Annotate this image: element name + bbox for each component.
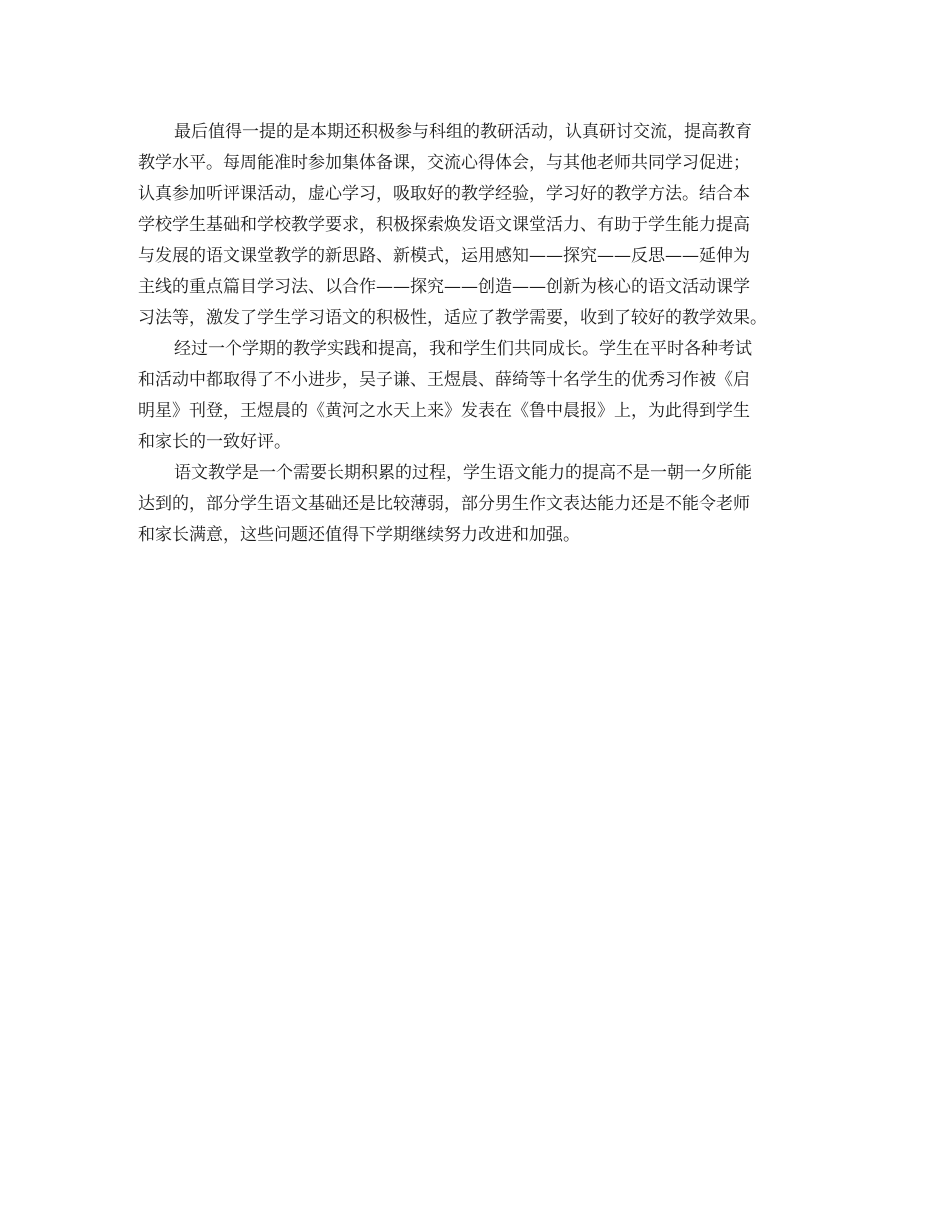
text-line: 主线的重点篇目学习法、以合作——探究——创造——创新为核心的语文活动课学	[138, 277, 750, 297]
text-line: 达到的，部分学生语文基础还是比较薄弱，部分男生作文表达能力还是不能令老师	[138, 494, 750, 514]
text-line: 与发展的语文课堂教学的新思路、新模式，运用感知——探究——反思——延伸为	[138, 246, 750, 266]
paragraph-student-achievements	[138, 334, 818, 458]
text-line: 和活动中都取得了不小进步，吴子谦、王煜晨、薛绮等十名学生的优秀习作被《启	[138, 370, 750, 390]
text-line: 最后值得一提的是本期还积极参与科组的教研活动，认真研讨交流，提高教育	[174, 122, 752, 142]
document-body	[138, 117, 818, 551]
text-line: 和家长满意，这些问题还值得下学期继续努力改进和加强。	[138, 525, 580, 545]
text-line: 语文教学是一个需要长期积累的过程，学生语文能力的提高不是一朝一夕所能	[174, 463, 752, 483]
text-line: 经过一个学期的教学实践和提高，我和学生们共同成长。学生在平时各种考试	[174, 339, 752, 359]
text-line: 明星》刊登，王煜晨的《黄河之水天上来》发表在《鲁中晨报》上，为此得到学生	[138, 401, 750, 421]
paragraph-research-activities	[138, 117, 818, 334]
text-line: 教学水平。每周能准时参加集体备课，交流心得体会，与其他老师共同学习促进；	[138, 153, 750, 173]
paragraph-remaining-issues	[138, 458, 818, 551]
text-line: 习法等，激发了学生学习语文的积极性，适应了教学需要，收到了较好的教学效果。	[138, 308, 767, 328]
text-line: 学校学生基础和学校教学要求，积极探索焕发语文课堂活力、有助于学生能力提高	[138, 215, 750, 235]
text-line: 和家长的一致好评。	[138, 432, 291, 452]
text-line: 认真参加听评课活动，虚心学习，吸取好的教学经验，学习好的教学方法。结合本	[138, 184, 750, 204]
